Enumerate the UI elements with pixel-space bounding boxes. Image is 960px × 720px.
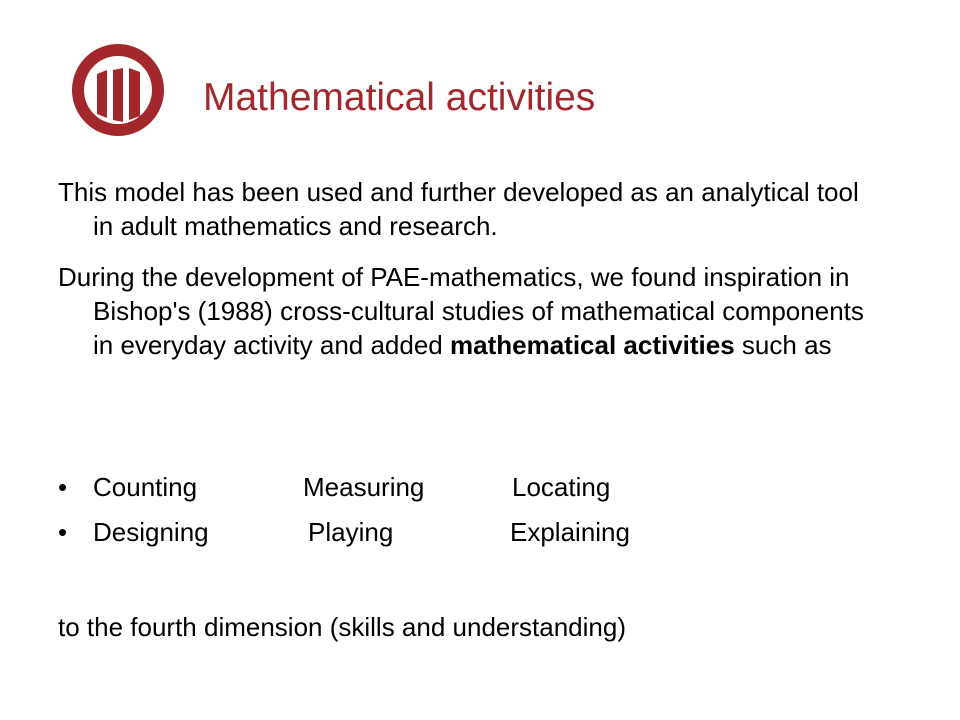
bullet-icon: •: [58, 517, 68, 547]
bullet-icon: •: [58, 472, 68, 502]
mathematical-activities-emphasis: mathematical activities: [450, 330, 735, 360]
activity-locating: Locating: [512, 472, 611, 502]
closing-text: to the fourth dimension (skills and understanding): [58, 612, 626, 642]
activity-playing: Playing: [308, 517, 394, 547]
activity-explaining: Explaining: [510, 517, 630, 547]
paragraph-development: [58, 260, 878, 362]
activity-designing: Designing: [93, 517, 209, 547]
paragraph-development-text: During the development of PAE-mathematics, we found inspiration in Bishop's (1988) cross-cultural studies of mathematical components in everyday activity and added: [58, 262, 864, 360]
activity-measuring: Measuring: [303, 472, 425, 502]
paragraph-development-tail: such as: [734, 330, 832, 360]
university-logo-icon: [70, 40, 166, 140]
page-title: Mathematical activities: [203, 76, 596, 119]
paragraph-model: This model has been used and further developed as an analytical tool in adult mathematics and research.: [58, 177, 859, 241]
activity-counting: Counting: [93, 472, 198, 502]
